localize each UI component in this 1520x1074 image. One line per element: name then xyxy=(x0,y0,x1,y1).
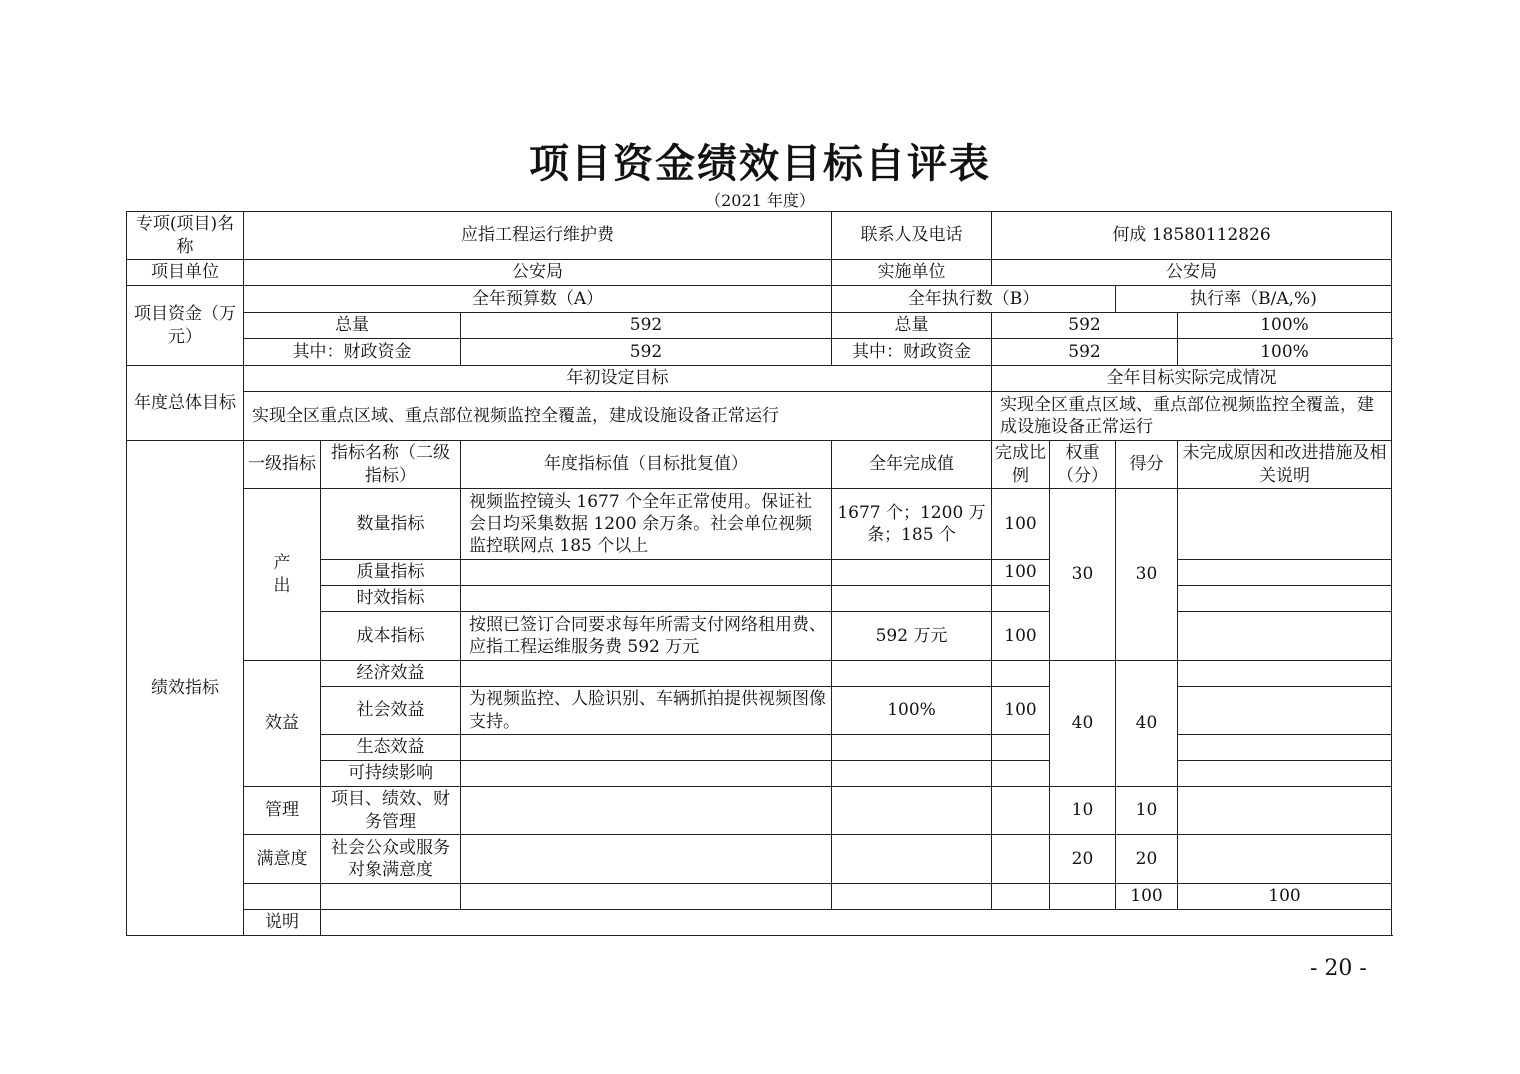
indicator-actual: 100% xyxy=(832,687,992,735)
project-name-label: 专项(项目)名称 xyxy=(127,212,244,260)
indicator-notes xyxy=(1178,661,1392,687)
table-row xyxy=(127,212,1392,260)
management-label: 管理 xyxy=(244,787,321,835)
indicator-notes xyxy=(1178,735,1392,761)
indicator-actual xyxy=(832,761,992,787)
table-row xyxy=(127,489,1392,560)
indicator-target xyxy=(461,761,832,787)
total-exec: 592 xyxy=(992,313,1178,339)
indicator-target xyxy=(461,735,832,761)
total-budget: 592 xyxy=(461,313,832,339)
table-row xyxy=(127,286,1392,313)
indicator-actual xyxy=(832,735,992,761)
fiscal-rate: 100% xyxy=(1178,339,1392,366)
indicator-name: 可持续影响 xyxy=(321,761,461,787)
total-exec-label: 总量 xyxy=(832,313,992,339)
goal-set-header: 年初设定目标 xyxy=(244,366,992,392)
indicator-ratio: 100 xyxy=(992,687,1050,735)
total-score: 100 xyxy=(1178,884,1392,910)
fiscal-label: 其中：财政资金 xyxy=(244,339,461,366)
indicator-name: 经济效益 xyxy=(321,661,461,687)
output-weight: 30 xyxy=(1050,489,1116,661)
indicator-name: 社会公众或服务对象满意度 xyxy=(321,835,461,884)
indicator-target xyxy=(461,787,832,835)
total-row-blank xyxy=(832,884,992,910)
indicator-ratio xyxy=(992,661,1050,687)
indicator-actual xyxy=(832,835,992,884)
project-unit-value: 公安局 xyxy=(244,260,832,286)
table-row xyxy=(127,339,1392,366)
indicator-notes xyxy=(1178,489,1392,560)
indicator-actual: 592 万元 xyxy=(832,612,992,661)
benefit-score: 40 xyxy=(1116,661,1178,787)
table-row xyxy=(127,910,1392,936)
table-row xyxy=(127,313,1392,339)
total-row-blank xyxy=(461,884,832,910)
notes-label: 说明 xyxy=(244,910,321,936)
indicator-target: 按照已签订合同要求每年所需支付网络租用费、应指工程运维服务费 592 万元 xyxy=(461,612,832,661)
evaluation-table xyxy=(126,211,1392,936)
page-title: 项目资金绩效目标自评表 xyxy=(529,140,991,187)
table-row xyxy=(127,884,1392,910)
indicator-notes xyxy=(1178,687,1392,735)
table-row xyxy=(127,835,1392,884)
indicator-name: 成本指标 xyxy=(321,612,461,661)
table-row xyxy=(127,366,1392,392)
impl-unit-value: 公安局 xyxy=(992,260,1392,286)
header-score: 得分 xyxy=(1116,441,1178,489)
indicator-notes xyxy=(1178,787,1392,835)
fiscal-exec-label: 其中：财政资金 xyxy=(832,339,992,366)
annual-goal-label: 年度总体目标 xyxy=(127,366,244,441)
header-weight: 权重（分） xyxy=(1050,441,1116,489)
indicator-name: 质量指标 xyxy=(321,560,461,586)
header-name: 指标名称（二级指标） xyxy=(321,441,461,489)
fiscal-budget: 592 xyxy=(461,339,832,366)
satisfaction-label: 满意度 xyxy=(244,835,321,884)
page-subtitle: （2021 年度） xyxy=(705,191,815,210)
impl-unit-label: 实施单位 xyxy=(832,260,992,286)
performance-label: 绩效指标 xyxy=(127,441,244,936)
indicator-ratio xyxy=(992,735,1050,761)
indicator-name: 社会效益 xyxy=(321,687,461,735)
satisfaction-weight: 20 xyxy=(1050,835,1116,884)
indicator-notes xyxy=(1178,612,1392,661)
total-row-blank xyxy=(244,884,321,910)
notes-value xyxy=(321,910,1392,936)
indicator-actual xyxy=(832,586,992,612)
indicator-target xyxy=(461,560,832,586)
indicator-notes xyxy=(1178,586,1392,612)
indicator-name: 时效指标 xyxy=(321,586,461,612)
project-name-value: 应指工程运行维护费 xyxy=(244,212,832,260)
goal-actual-value: 实现全区重点区域、重点部位视频监控全覆盖，建成设施设备正常运行 xyxy=(992,392,1392,441)
indicator-ratio: 100 xyxy=(992,489,1050,560)
indicator-actual xyxy=(832,661,992,687)
benefit-label: 效益 xyxy=(244,661,321,787)
table-row xyxy=(127,661,1392,687)
header-notes: 未完成原因和改进措施及相关说明 xyxy=(1178,441,1392,489)
page-number: - 20 - xyxy=(1310,956,1367,981)
header-actual: 全年完成值 xyxy=(832,441,992,489)
benefit-weight: 40 xyxy=(1050,661,1116,787)
goal-actual-header: 全年目标实际完成情况 xyxy=(992,366,1392,392)
header-target: 年度指标值（目标批复值） xyxy=(461,441,832,489)
output-label: 产出 xyxy=(244,489,321,661)
management-score: 10 xyxy=(1116,787,1178,835)
indicator-ratio xyxy=(992,761,1050,787)
indicator-ratio: 100 xyxy=(992,612,1050,661)
budget-header: 全年预算数（A） xyxy=(244,286,832,313)
table-row xyxy=(127,787,1392,835)
project-unit-label: 项目单位 xyxy=(127,260,244,286)
total-row-blank xyxy=(992,884,1050,910)
goal-set-value: 实现全区重点区域、重点部位视频监控全覆盖，建成设施设备正常运行 xyxy=(244,392,992,441)
indicator-ratio xyxy=(992,835,1050,884)
indicator-target xyxy=(461,835,832,884)
indicator-ratio: 100 xyxy=(992,560,1050,586)
indicator-notes xyxy=(1178,761,1392,787)
total-row-blank xyxy=(1050,884,1116,910)
indicator-actual xyxy=(832,787,992,835)
indicator-target xyxy=(461,586,832,612)
total-row-blank xyxy=(321,884,461,910)
header-ratio: 完成比例 xyxy=(992,441,1050,489)
funds-label: 项目资金（万元） xyxy=(127,286,244,366)
indicator-ratio xyxy=(992,787,1050,835)
total-rate: 100% xyxy=(1178,313,1392,339)
indicator-target xyxy=(461,661,832,687)
contact-label: 联系人及电话 xyxy=(832,212,992,260)
indicator-actual xyxy=(832,560,992,586)
indicator-name: 生态效益 xyxy=(321,735,461,761)
indicator-ratio xyxy=(992,586,1050,612)
indicator-name: 数量指标 xyxy=(321,489,461,560)
total-label: 总量 xyxy=(244,313,461,339)
indicator-actual: 1677 个；1200 万条；185 个 xyxy=(832,489,992,560)
table-row xyxy=(127,260,1392,286)
fiscal-exec: 592 xyxy=(992,339,1178,366)
exec-header: 全年执行数（B） xyxy=(832,286,1116,313)
header-level1: 一级指标 xyxy=(244,441,321,489)
indicator-name: 项目、绩效、财务管理 xyxy=(321,787,461,835)
total-weight: 100 xyxy=(1116,884,1178,910)
management-weight: 10 xyxy=(1050,787,1116,835)
satisfaction-score: 20 xyxy=(1116,835,1178,884)
rate-header: 执行率（B/A,%) xyxy=(1116,286,1392,313)
output-score: 30 xyxy=(1116,489,1178,661)
indicator-notes xyxy=(1178,835,1392,884)
table-row xyxy=(127,392,1392,441)
contact-value: 何成 18580112826 xyxy=(992,212,1392,260)
table-row xyxy=(127,441,1392,489)
indicator-target: 为视频监控、人脸识别、车辆抓拍提供视频图像支持。 xyxy=(461,687,832,735)
indicator-target: 视频监控镜头 1677 个全年正常使用。保证社会日均采集数据 1200 余万条。社会单位视频监控联网点 185 个以上 xyxy=(461,489,832,560)
indicator-notes xyxy=(1178,560,1392,586)
